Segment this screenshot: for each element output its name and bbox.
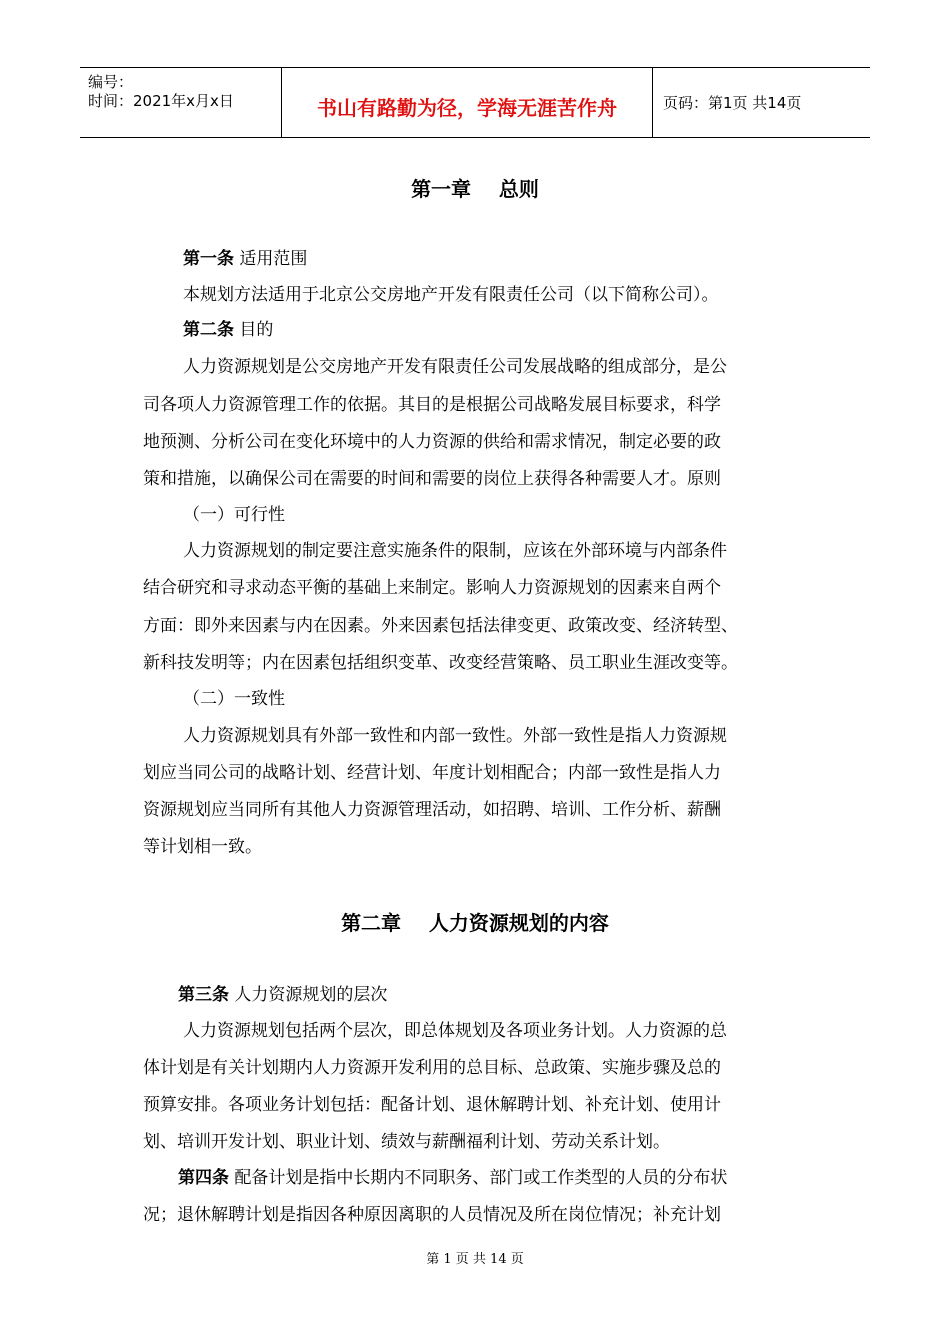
- chapter-1-title: 第一章 总则: [411, 177, 539, 201]
- paragraph-line: 方面：即外来因素与内在因素。外来因素包括法律变更、政策改变、经济转型、: [143, 616, 738, 636]
- article-1-text: 本规划方法适用于北京公交房地产开发有限责任公司（以下简称公司）。: [183, 285, 719, 305]
- paragraph-line: 人力资源规划的制定要注意实施条件的限制，应该在外部环境与内部条件: [183, 541, 727, 561]
- chapter-2-title: 第二章 人力资源规划的内容: [341, 911, 609, 935]
- paragraph-line: 人力资源规划包括两个层次，即总体规划及各项业务计划。人力资源的总: [183, 1021, 727, 1041]
- page-footer: 第 1 页 共 14 页: [426, 1252, 524, 1267]
- paragraph-line: 划应当同公司的战略计划、经营计划、年度计划相配合；内部一致性是指人力: [143, 763, 721, 783]
- paragraph-line: 结合研究和寻求动态平衡的基础上来制定。影响人力资源规划的因素来自两个: [143, 578, 721, 598]
- article-2-title: 目的: [239, 320, 274, 340]
- paragraph-line: 地预测、分析公司在变化环境中的人力资源的供给和需求情况，制定必要的政: [143, 432, 721, 452]
- paragraph-line: 等计划相一致。: [143, 837, 262, 857]
- header-slogan: 书山有路勤为径，学海无涯苦作舟: [317, 96, 617, 120]
- article-1-heading: 第一条: [183, 249, 234, 269]
- paragraph-line: 预算安排。各项业务计划包括：配备计划、退休解聘计划、补充计划、使用计: [143, 1095, 721, 1115]
- article-4-heading: 第四条: [178, 1168, 229, 1188]
- paragraph-line: 策和措施，以确保公司在需要的时间和需要的岗位上获得各种需要人才。原则: [143, 469, 721, 489]
- header-page-cell: [653, 68, 870, 137]
- paragraph-line: 司各项人力资源管理工作的依据。其目的是根据公司战略发展目标要求，科学: [143, 395, 721, 415]
- principle-1-title: （一）可行性: [183, 505, 285, 525]
- paragraph-line: 新科技发明等；内在因素包括组织变革、改变经营策略、员工职业生涯改变等。: [143, 653, 738, 673]
- header-info-cell: [80, 68, 282, 137]
- article-2-heading: 第二条: [183, 320, 234, 340]
- paragraph-line: 人力资源规划是公交房地产开发有限责任公司发展战略的组成部分，是公: [183, 357, 727, 377]
- article-3-title: 人力资源规划的层次: [234, 985, 388, 1005]
- paragraph-line: 人力资源规划具有外部一致性和内部一致性。外部一致性是指人力资源规: [183, 726, 727, 746]
- principle-2-title: （二）一致性: [183, 689, 285, 709]
- paragraph-line: 体计划是有关计划期内人力资源开发利用的总目标、总政策、实施步骤及总的: [143, 1058, 721, 1078]
- document-date-label: 时间：2021年x月x日: [88, 92, 234, 110]
- article-3-heading: 第三条: [178, 985, 229, 1005]
- article-4-text: 配备计划是指中长期内不同职务、部门或工作类型的人员的分布状: [234, 1168, 728, 1188]
- article-1-title: 适用范围: [239, 249, 308, 269]
- article-2-line: [183, 320, 273, 340]
- article-1-line: [183, 249, 307, 269]
- document-header: [80, 67, 870, 138]
- article-4-line: [178, 1168, 727, 1188]
- paragraph-line: 况；退休解聘计划是指因各种原因离职的人员情况及所在岗位情况；补充计划: [143, 1205, 721, 1225]
- header-page-number: 页码：第1页 共14页: [663, 94, 802, 112]
- paragraph-line: 资源规划应当同所有其他人力资源管理活动，如招聘、培训、工作分析、薪酬: [143, 800, 721, 820]
- document-number-label: 编号：: [88, 73, 134, 91]
- header-slogan-cell: [282, 68, 653, 137]
- paragraph-line: 划、培训开发计划、职业计划、绩效与薪酬福利计划、劳动关系计划。: [143, 1132, 670, 1152]
- article-3-line: [178, 985, 387, 1005]
